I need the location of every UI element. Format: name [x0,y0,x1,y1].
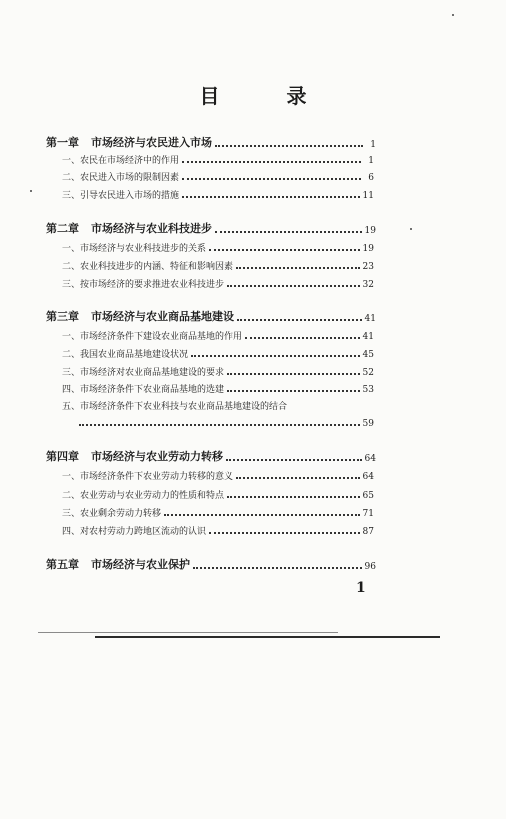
section-title: 三、引导农民进入市场的措施 [62,191,180,201]
chapter-number: 第三章 [46,310,79,323]
chapter-title: 市场经济与农业保护 [91,558,190,571]
toc-section[interactable] [46,485,374,501]
dot-leader [209,532,360,534]
chapter-number: 第五章 [46,558,79,571]
chapter-number: 第四章 [46,450,79,463]
section-title: 二、农业科技进步的内涵、特征和影响因素 [62,262,234,272]
chapter-title: 市场经济与农业科技进步 [91,222,212,235]
toc-chapter-3[interactable] [46,308,376,324]
toc-section[interactable] [46,256,374,272]
dot-leader [191,355,360,357]
section-title: 五、市场经济条件下农业科技与农业商品基地建设的结合 [62,402,288,412]
toc-section-continuation[interactable] [46,413,374,429]
section-title: 一、市场经济与农业科技进步的关系 [62,244,207,254]
section-title: 二、农业劳动与农业劳动力的性质和特点 [62,491,225,501]
section-title: 二、我国农业商品基地建设状况 [62,350,189,360]
dot-leader [237,319,362,321]
page-number: 52 [362,368,374,378]
toc-section[interactable] [46,167,374,183]
toc-section[interactable] [46,274,374,290]
page-number: 64 [362,472,374,482]
dot-leader [236,477,360,479]
page-number: 23 [362,262,374,272]
scan-rule-thick [95,636,440,638]
page-number: 65 [362,491,374,501]
toc-section[interactable] [46,344,374,360]
dot-leader [182,178,361,180]
section-title: 一、市场经济条件下建设农业商品基地的作用 [62,332,243,342]
page-number: 32 [362,280,374,290]
scan-speck [30,190,32,192]
page-title: 目 录 [199,84,337,108]
toc-section[interactable] [46,362,374,378]
dot-leader [215,145,363,147]
section-title: 四、市场经济条件下农业商品基地的选建 [62,385,225,395]
page-number: 11 [362,191,374,201]
section-title: 三、按市场经济的要求推进农业科技进步 [62,280,225,290]
toc-chapter-2[interactable] [46,220,376,236]
page-number: 71 [362,509,374,519]
toc-section[interactable] [46,326,374,342]
page-number: 59 [362,419,374,429]
chapter-number: 第一章 [46,136,79,149]
dot-leader [227,285,360,287]
dot-leader [164,514,360,516]
dot-leader [182,161,361,163]
page-number: 6 [368,173,374,183]
chapter-title: 市场经济与农民进入市场 [91,136,212,149]
toc-chapter-1[interactable] [46,134,376,150]
toc-chapter-5[interactable] [46,556,376,572]
section-title: 三、市场经济对农业商品基地建设的要求 [62,368,225,378]
page-number: 1 [370,140,376,150]
page-number: 64 [364,454,376,464]
dot-leader [227,373,360,375]
toc-section[interactable] [46,396,374,412]
dot-leader [79,424,360,426]
toc-section[interactable] [46,503,374,519]
chapter-title: 市场经济与农业劳动力转移 [91,450,223,463]
dot-leader [182,196,360,198]
scan-speck [410,228,412,230]
section-title: 二、农民进入市场的限制因素 [62,173,180,183]
toc-section[interactable] [46,466,374,482]
dot-leader [226,459,362,461]
page-number: 96 [364,562,376,572]
page-number: 41 [362,332,374,342]
dot-leader [227,496,360,498]
page-number: 1 [368,156,374,166]
chapter-title: 市场经济与农业商品基地建设 [91,310,234,323]
toc-chapter-4[interactable] [46,448,376,464]
scan-speck [452,14,454,16]
page-number: 87 [362,527,374,537]
page-number: 53 [362,385,374,395]
page-number: 41 [364,314,376,324]
page-number: 19 [364,226,376,236]
scan-rule-thin [38,632,338,633]
page-number: 19 [362,244,374,254]
section-title: 一、市场经济条件下农业劳动力转移的意义 [62,472,234,482]
toc-section[interactable] [46,150,374,166]
toc-section[interactable] [46,379,374,395]
toc-section[interactable] [46,185,374,201]
dot-leader [193,567,362,569]
dot-leader [209,249,360,251]
dot-leader [227,390,360,392]
section-title: 四、对农村劳动力跨地区流动的认识 [62,527,207,537]
section-title: 三、农业剩余劳动力转移 [62,509,162,519]
toc-section[interactable] [46,238,374,254]
dot-leader [245,337,360,339]
toc-section[interactable] [46,521,374,537]
chapter-number: 第二章 [46,222,79,235]
dot-leader [215,231,362,233]
page-number: 45 [362,350,374,360]
page-folio: 1 [356,580,366,596]
section-title: 一、农民在市场经济中的作用 [62,156,180,166]
dot-leader [236,267,360,269]
